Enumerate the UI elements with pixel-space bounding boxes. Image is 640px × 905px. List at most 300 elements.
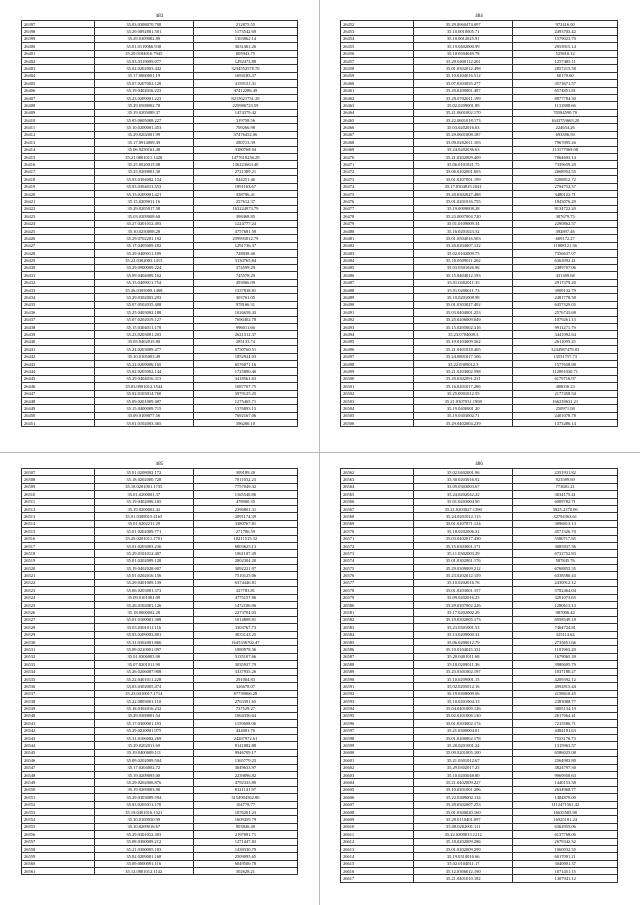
code-cell: 35.01.0201016.755 (414, 198, 513, 205)
code-cell: 35.09.0109077.56 (94, 412, 193, 419)
value-cell: 1224777.24 (193, 220, 297, 227)
code-cell: 35.24.0203009.477 (94, 346, 193, 353)
code-cell: 35.29.0202001.99 (94, 131, 193, 138)
table-row (341, 779, 618, 786)
table-row (22, 638, 298, 645)
table-row (341, 845, 618, 852)
code-cell: 35.31.0106002.269 (94, 735, 193, 742)
row-id-cell: 26528 (22, 624, 95, 631)
row-id-cell: 26482 (341, 242, 414, 249)
code-cell: 35.07.0201011.90 (94, 661, 193, 668)
table-row (22, 631, 298, 638)
table-row (22, 353, 298, 360)
table-row (341, 72, 618, 79)
table-row (22, 109, 298, 116)
value-cell: 32794363.61 (513, 513, 618, 520)
row-id-cell: 26536 (22, 683, 95, 690)
table-row (22, 242, 298, 249)
row-id-cell: 26429 (22, 257, 95, 264)
table-row (341, 801, 618, 808)
table-row (341, 705, 618, 712)
value-cell: 693396.50 (513, 131, 618, 138)
table-row (22, 279, 298, 286)
value-cell: 1291736.37 (193, 242, 297, 249)
code-cell: 35.29.0404016.313 (94, 375, 193, 382)
value-cell: 1060932.35 (513, 845, 618, 852)
table-row (22, 712, 298, 719)
table-row (341, 242, 618, 249)
table-row (341, 250, 618, 257)
code-cell: 35.07.0303055.277 (414, 80, 513, 87)
row-id-cell: 26467 (341, 131, 414, 138)
row-id-cell: 26470 (341, 154, 414, 161)
value-cell: 3337935.26 (193, 668, 297, 675)
table-row (341, 109, 618, 116)
value-cell: 3909132.79 (513, 287, 618, 294)
code-cell: 35.23.0301001.53 (414, 624, 513, 631)
row-id-cell: 26574 (341, 557, 414, 564)
table-row (341, 875, 618, 882)
table-row (22, 375, 298, 382)
row-id-cell: 26595 (341, 712, 414, 719)
row-id-cell: 26501 (341, 383, 414, 390)
row-id-cell: 26441 (22, 346, 95, 353)
code-cell: 35.02.0202003.442 (94, 65, 193, 72)
value-cell: 978166.31 (193, 301, 297, 308)
value-cell: 1257485.11 (513, 57, 618, 64)
value-cell: 1579023.70 (513, 35, 618, 42)
row-id-cell: 26418 (22, 176, 95, 183)
code-cell: 35.29.0309082.89 (94, 35, 193, 42)
code-cell: 35.29.0401009.139 (94, 579, 193, 586)
value-cell: 2158610.45 (513, 690, 618, 697)
value-cell: 2794752.57 (513, 183, 618, 190)
table-row (22, 331, 298, 338)
value-cell: 6586025.08 (513, 749, 618, 756)
value-cell: 7464724.81 (513, 624, 618, 631)
row-id-cell: 26523 (22, 587, 95, 594)
value-cell: 291004.83 (193, 675, 297, 682)
value-cell: 3631461.26 (193, 43, 297, 50)
table-row (341, 279, 618, 286)
table-row (22, 324, 298, 331)
code-cell: 35.21.0401010.182 (414, 875, 513, 882)
page-panel-2 (340, 14, 618, 427)
table-row (22, 264, 298, 271)
table-row (22, 257, 298, 264)
code-cell: 35.25.0020015.08 (94, 161, 193, 168)
value-cell: 285133.74 (193, 338, 297, 345)
value-cell: 3135107.66 (193, 653, 297, 660)
row-id-cell: 26615 (341, 860, 414, 867)
table-row (341, 87, 618, 94)
value-cell: 2489707.06 (513, 264, 618, 271)
value-cell: 1365779.23 (193, 757, 297, 764)
row-id-cell: 26497 (341, 353, 414, 360)
table-row (22, 528, 298, 535)
table-row (22, 742, 298, 749)
value-cell: 6137768.06 (513, 831, 618, 838)
value-cell: 1181963.28 (513, 646, 618, 653)
code-cell: 35.10.0105003.49 (94, 353, 193, 360)
row-id-cell: 26434 (22, 294, 95, 301)
table-row (22, 28, 298, 35)
code-cell: 35.01.0109009.34 (414, 220, 513, 227)
value-cell: 259993012.79 (193, 235, 297, 242)
code-cell: 35.29.0302017.25 (414, 764, 513, 771)
code-cell: 35.02.0205012.16 (414, 683, 513, 690)
code-cell: 35.18.0201001.1735 (94, 483, 193, 490)
value-cell: 903846.40 (193, 823, 297, 830)
table-row (341, 205, 618, 212)
row-id-cell: 26610 (341, 823, 414, 830)
table-row (341, 661, 618, 668)
value-cell: 224654.26 (513, 124, 618, 131)
row-id-cell: 26511 (22, 498, 95, 505)
value-cell: 1280613.13 (513, 602, 618, 609)
table-row (22, 87, 298, 94)
row-id-cell: 26568 (341, 513, 414, 520)
value-cell: 3979125.25 (193, 390, 297, 397)
row-id-cell: 26438 (22, 324, 95, 331)
code-cell: 35.20.0401011.68 (414, 653, 513, 660)
row-id-cell: 26404 (22, 72, 95, 79)
row-id-cell: 26405 (22, 80, 95, 87)
table-row (22, 831, 298, 838)
value-cell: 24287972.61 (193, 735, 297, 742)
value-cell: 2721389.21 (193, 168, 297, 175)
code-cell: 35.19.0205089.37 (94, 109, 193, 116)
table-row (341, 513, 618, 520)
row-id-cell: 26519 (22, 557, 95, 564)
row-id-cell: 26476 (341, 198, 414, 205)
table-row (341, 823, 618, 830)
code-cell: 35.03.0209008.68 (94, 213, 193, 220)
value-cell: 773681.21 (513, 483, 618, 490)
value-cell: 3980695.79 (513, 661, 618, 668)
value-cell: 972416.00 (513, 21, 618, 28)
row-id-cell: 26417 (22, 168, 95, 175)
row-id-cell: 26587 (341, 653, 414, 660)
value-cell: 2617064.41 (513, 712, 618, 719)
row-id-cell: 26582 (341, 616, 414, 623)
value-cell: 5208812.72 (513, 176, 618, 183)
code-cell: 35.02.0209001.89 (414, 102, 513, 109)
row-id-cell: 26475 (341, 190, 414, 197)
table-row (341, 316, 618, 323)
code-cell: 35.07.0202019.127 (94, 316, 193, 323)
table-row (341, 587, 618, 594)
row-id-cell: 26577 (341, 579, 414, 586)
code-cell: 35.19.0400009.111 (94, 749, 193, 756)
table-row (22, 405, 298, 412)
table-row (341, 80, 618, 87)
table-row (341, 220, 618, 227)
value-cell: 987006.42 (513, 609, 618, 616)
value-cell: 6017091.21 (513, 853, 618, 860)
table-row (22, 845, 298, 852)
row-id-cell: 26481 (341, 235, 414, 242)
row-id-cell: 26525 (22, 602, 95, 609)
code-cell: 35.07.0502035.408 (94, 301, 193, 308)
row-id-cell: 26589 (341, 668, 414, 675)
row-id-cell: 26422 (22, 205, 95, 212)
row-id-cell: 26456 (341, 50, 414, 57)
code-cell: 35.02.0402001.96 (414, 469, 513, 476)
value-cell: 13551757.73 (513, 353, 618, 360)
value-cell: 1159698.06 (193, 720, 297, 727)
row-id-cell: 26489 (341, 294, 414, 301)
row-id-cell: 26570 (341, 528, 414, 535)
code-cell: 35.22.0803001.110 (94, 698, 193, 705)
table-row (22, 102, 298, 109)
row-id-cell: 26431 (22, 272, 95, 279)
row-id-cell: 26450 (22, 412, 95, 419)
code-cell: 35.29.0060474.097 (414, 21, 513, 28)
table-row (22, 557, 298, 564)
code-cell: 35.01.0203004.50 (414, 498, 513, 505)
value-cell: 7215586.71 (513, 720, 618, 727)
code-cell: 35.21.0307031.1908 (414, 397, 513, 404)
value-cell: 2273704.03 (193, 609, 297, 616)
table-row (22, 698, 298, 705)
value-cell: 37476452.06 (193, 131, 297, 138)
row-id-cell: 26455 (341, 43, 414, 50)
row-id-cell: 26514 (22, 520, 95, 527)
row-id-cell: 26530 (22, 638, 95, 645)
table-row (22, 183, 298, 190)
code-cell: 35.15.0404012.193 (414, 272, 513, 279)
code-cell: 35.29.0110401.097 (414, 816, 513, 823)
table-row (22, 176, 298, 183)
value-cell: 844251.46 (193, 176, 297, 183)
code-cell: 35.19.0209095.00 (94, 772, 193, 779)
code-cell: 35.18.0202000.728 (94, 476, 193, 483)
code-cell: 35.19.0310016.66 (414, 853, 513, 860)
table-row (341, 720, 618, 727)
page-panel-1 (21, 14, 298, 427)
row-id-cell: 26553 (22, 808, 95, 815)
code-cell: 35.19.0400001.20 (414, 405, 513, 412)
value-cell: 1079261.13 (513, 316, 618, 323)
code-cell: 35.29.0303009.594 (94, 794, 193, 801)
value-cell: 374599.29 (193, 264, 297, 271)
row-id-cell: 26573 (341, 550, 414, 557)
row-id-cell: 26488 (341, 287, 414, 294)
table-row (22, 139, 298, 146)
value-cell: 2430912.12 (513, 579, 618, 586)
table-row (341, 698, 618, 705)
value-cell: 2953915.14 (513, 43, 618, 50)
table-row (22, 587, 298, 594)
table-row (22, 124, 298, 131)
code-cell: 35.10.0204016.512 (414, 72, 513, 79)
table-row (341, 557, 618, 564)
table-row (22, 57, 298, 64)
row-id-cell: 26576 (341, 572, 414, 579)
table-row (22, 868, 298, 875)
value-cell: 1609459.79 (193, 816, 297, 823)
table-row (341, 469, 618, 476)
value-cell: 6457329.05 (513, 301, 618, 308)
code-cell: 35.16.0201017.286 (414, 383, 513, 390)
code-cell: 35.09.0101001.09 (94, 594, 193, 601)
code-cell: 35.01.0202009.771 (94, 528, 193, 535)
code-cell: 35.03.0202016.63 (414, 124, 513, 131)
table-row (341, 190, 618, 197)
value-cell: 1131888.66 (513, 102, 618, 109)
table-row (22, 338, 298, 345)
value-cell: 163224973.79 (193, 205, 297, 212)
table-row (341, 609, 618, 616)
code-cell: 35.03.0404001.253 (414, 309, 513, 316)
value-cell: 6803625.13 (193, 542, 297, 549)
row-id-cell: 26493 (341, 324, 414, 331)
value-cell: 3757681.59 (193, 227, 297, 234)
row-id-cell: 26406 (22, 87, 95, 94)
table-row (22, 520, 298, 527)
row-id-cell: 26414 (22, 146, 95, 153)
row-id-cell: 26616 (341, 868, 414, 875)
value-cell: 1173542.69 (193, 28, 297, 35)
code-cell: 35.01.0100001.308 (94, 616, 193, 623)
value-cell: 1643753665.20 (513, 117, 618, 124)
row-id-cell: 26491 (341, 309, 414, 316)
value-cell: 2177458.34 (513, 390, 618, 397)
code-cell: 35.03.0402017.430 (414, 535, 513, 542)
value-cell: 3033143.25 (193, 631, 297, 638)
value-cell: 7690402.78 (193, 316, 297, 323)
table-row (22, 21, 298, 28)
code-cell: 35.21.0202009.409 (414, 154, 513, 161)
code-cell: 35.01.0207001.199 (414, 176, 513, 183)
value-cell: 212875.55 (193, 21, 297, 28)
value-cell: 325114.64 (513, 631, 618, 638)
row-id-cell: 26583 (341, 624, 414, 631)
table-row (22, 383, 298, 390)
row-id-cell: 26473 (341, 176, 414, 183)
code-cell: 35.10.0209016.67 (94, 823, 193, 830)
code-cell: 35.12.0801012.1142 (94, 868, 193, 875)
code-cell: 35.09.0210001.097 (94, 646, 193, 653)
value-cell: 47412286.49 (193, 87, 297, 94)
table-row (341, 168, 618, 175)
value-cell: 6958549.18 (513, 616, 618, 623)
row-id-cell: 26424 (22, 220, 95, 227)
table-row (341, 257, 618, 264)
row-id-cell: 26614 (341, 853, 414, 860)
table-row (22, 661, 298, 668)
table-row (341, 572, 618, 579)
code-cell: 35.02.0209001.168 (94, 853, 193, 860)
value-cell: 2509095.65 (193, 853, 297, 860)
code-cell: 35.01.0200002.178 (414, 735, 513, 742)
table-row (341, 94, 618, 101)
row-id-cell: 26443 (22, 360, 95, 367)
value-cell: 1061107.49 (193, 550, 297, 557)
row-id-cell: 26546 (22, 757, 95, 764)
code-cell: 35.17.0405009.182 (94, 242, 193, 249)
table-row (22, 808, 298, 815)
table-row (341, 602, 618, 609)
value-cell: 1537838.81 (193, 287, 297, 294)
code-cell: 35.29.0309001.54 (94, 712, 193, 719)
value-cell: 1472106.06 (193, 602, 297, 609)
value-cell: 2668952.55 (513, 168, 618, 175)
value-cell: 2857215.58 (513, 65, 618, 72)
row-id-cell: 26440 (22, 338, 95, 345)
row-id-cell: 26593 (341, 698, 414, 705)
table-row (22, 542, 298, 549)
row-id-cell: 26579 (341, 594, 414, 601)
table-row (341, 520, 618, 527)
code-cell: 35.10.0205048.80 (414, 772, 513, 779)
code-cell: 35.05.0402015.80 (94, 338, 193, 345)
value-cell: 1645336702.47 (193, 638, 297, 645)
row-id-cell: 26559 (22, 853, 95, 860)
horizontal-divider (0, 452, 640, 453)
code-cell: 35.06.0206012.79 (414, 638, 513, 645)
code-cell: 35.29.0900009.224 (94, 264, 193, 271)
row-id-cell: 26529 (22, 631, 95, 638)
table-row (22, 360, 298, 367)
code-cell: 35.01.0302001.176 (414, 557, 513, 564)
value-cell: 1087707.75 (193, 383, 297, 390)
table-row (22, 786, 298, 793)
row-id-cell: 26407 (22, 94, 95, 101)
value-cell: 271706.59 (193, 528, 297, 535)
table-row (341, 154, 618, 161)
value-cell: 2383088.77 (513, 698, 618, 705)
code-cell: 35.01.0202016.156 (94, 572, 193, 579)
value-cell: 1694185.37 (193, 72, 297, 79)
table-row (341, 146, 618, 153)
table-row (22, 853, 298, 860)
table-row (341, 390, 618, 397)
row-id-cell: 26533 (22, 661, 95, 668)
code-cell: 35.01.0202211.29 (94, 520, 193, 527)
row-id-cell: 26522 (22, 579, 95, 586)
table-row (341, 727, 618, 734)
value-cell: 7553176.73 (513, 735, 618, 742)
row-id-cell: 26469 (341, 146, 414, 153)
row-id-cell: 26596 (341, 720, 414, 727)
table-row (22, 668, 298, 675)
table-row (341, 131, 618, 138)
row-id-cell: 26427 (22, 242, 95, 249)
code-cell: 35.22.0209006.165 (94, 360, 193, 367)
table-row (22, 272, 298, 279)
row-id-cell: 26398 (22, 28, 95, 35)
value-cell: 4992815.44 (513, 683, 618, 690)
value-cell: 5580717.85 (513, 535, 618, 542)
row-id-cell: 26412 (22, 131, 95, 138)
row-id-cell: 26526 (22, 609, 95, 616)
code-cell: 35.03.0302005.474 (94, 683, 193, 690)
row-id-cell: 26483 (341, 250, 414, 257)
value-cell: 6374446.81 (193, 579, 297, 586)
table-row (22, 705, 298, 712)
row-id-cell: 26560 (22, 860, 95, 867)
row-id-cell: 26471 (341, 161, 414, 168)
table-row (341, 124, 618, 131)
code-cell: 35.19.0009008.28 (414, 205, 513, 212)
code-cell: 35.24.0202036.63 (414, 146, 513, 153)
code-cell: 35.18.0302016.232 (94, 705, 193, 712)
value-cell: 303761.05 (193, 294, 297, 301)
code-cell: 35.18.0209011.36 (414, 661, 513, 668)
row-id-cell: 26600 (341, 749, 414, 756)
